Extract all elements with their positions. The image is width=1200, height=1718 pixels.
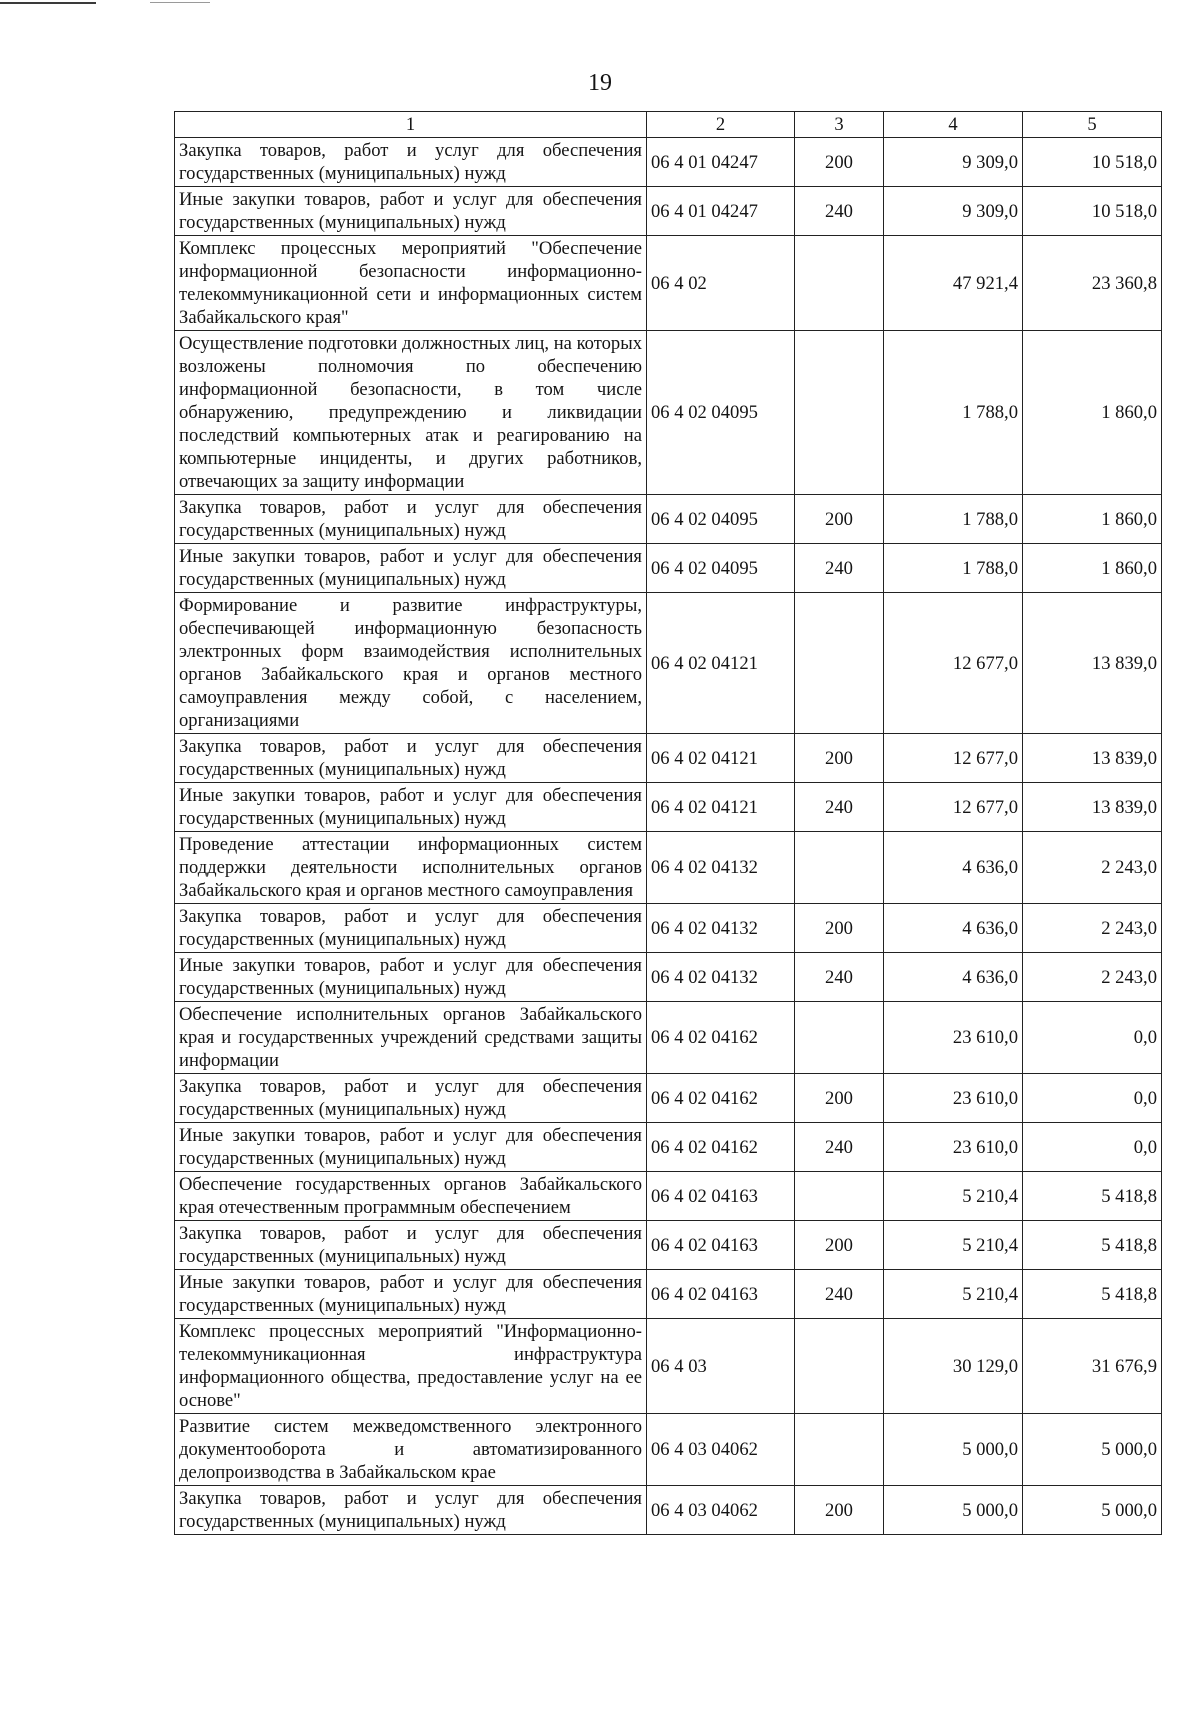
expense-type: 200 — [795, 1486, 884, 1535]
target-code: 06 4 02 04162 — [647, 1002, 795, 1074]
budget-table — [174, 111, 1162, 1535]
expense-name: Закупка товаров, работ и услуг для обеспечения государственных (муниципальных) нужд — [175, 1221, 647, 1270]
target-code: 06 4 02 04132 — [647, 832, 795, 904]
table-row — [175, 1002, 1162, 1074]
expense-type — [795, 832, 884, 904]
expense-type — [795, 593, 884, 734]
target-code: 06 4 02 — [647, 236, 795, 331]
target-code: 06 4 03 04062 — [647, 1486, 795, 1535]
expense-name: Формирование и развитие инфраструктуры, обеспечивающей информационную безопасность электронных форм взаимодействия исполнительных органов Забайкальского края и органов местного самоуправления между собой, с населением, организациями — [175, 593, 647, 734]
amount-col4: 5 210,4 — [884, 1172, 1023, 1221]
target-code: 06 4 02 04163 — [647, 1270, 795, 1319]
target-code: 06 4 01 04247 — [647, 187, 795, 236]
target-code: 06 4 02 04121 — [647, 783, 795, 832]
amount-col4: 1 788,0 — [884, 544, 1023, 593]
amount-col5: 10 518,0 — [1023, 138, 1162, 187]
expense-type: 240 — [795, 953, 884, 1002]
expense-type: 200 — [795, 1074, 884, 1123]
expense-name: Закупка товаров, работ и услуг для обеспечения государственных (муниципальных) нужд — [175, 1074, 647, 1123]
amount-col4: 4 636,0 — [884, 904, 1023, 953]
amount-col5: 23 360,8 — [1023, 236, 1162, 331]
expense-name: Иные закупки товаров, работ и услуг для обеспечения государственных (муниципальных) нужд — [175, 544, 647, 593]
target-code: 06 4 02 04121 — [647, 593, 795, 734]
expense-type — [795, 236, 884, 331]
amount-col4: 12 677,0 — [884, 734, 1023, 783]
expense-name: Комплекс процессных мероприятий "Информационно-телекоммуникационная инфраструктура информационного общества, предоставление услуг на ее основе" — [175, 1319, 647, 1414]
expense-type: 200 — [795, 495, 884, 544]
amount-col4: 9 309,0 — [884, 187, 1023, 236]
expense-name: Осуществление подготовки должностных лиц, на которых возложены полномочия по обеспечению информационной безопасности, в том числе обнаружению, предупреждению и ликвидации последствий компьютерных атак и реагированию на компьютерные инциденты, и других работников, отвечающих за защиту информации — [175, 331, 647, 495]
column-header: 2 — [647, 112, 795, 138]
target-code: 06 4 02 04163 — [647, 1221, 795, 1270]
target-code: 06 4 02 04162 — [647, 1123, 795, 1172]
target-code: 06 4 02 04121 — [647, 734, 795, 783]
table-row — [175, 1270, 1162, 1319]
expense-name: Иные закупки товаров, работ и услуг для обеспечения государственных (муниципальных) нужд — [175, 1270, 647, 1319]
amount-col5: 5 000,0 — [1023, 1486, 1162, 1535]
expense-name: Развитие систем межведомственного электронного документооборота и автоматизированного делопроизводства в Забайкальском крае — [175, 1414, 647, 1486]
amount-col5: 5 000,0 — [1023, 1414, 1162, 1486]
target-code: 06 4 02 04162 — [647, 1074, 795, 1123]
target-code: 06 4 02 04163 — [647, 1172, 795, 1221]
table-row — [175, 734, 1162, 783]
table-row — [175, 1221, 1162, 1270]
target-code: 06 4 01 04247 — [647, 138, 795, 187]
expense-name: Закупка товаров, работ и услуг для обеспечения государственных (муниципальных) нужд — [175, 904, 647, 953]
table-row — [175, 783, 1162, 832]
amount-col5: 31 676,9 — [1023, 1319, 1162, 1414]
amount-col4: 23 610,0 — [884, 1002, 1023, 1074]
expense-type — [795, 331, 884, 495]
expense-name: Закупка товаров, работ и услуг для обеспечения государственных (муниципальных) нужд — [175, 138, 647, 187]
expense-name: Обеспечение государственных органов Забайкальского края отечественным программным обеспечением — [175, 1172, 647, 1221]
amount-col5: 0,0 — [1023, 1074, 1162, 1123]
amount-col5: 5 418,8 — [1023, 1270, 1162, 1319]
scan-edge-mark — [0, 2, 96, 4]
target-code: 06 4 02 04132 — [647, 904, 795, 953]
scan-edge-mark — [150, 2, 210, 3]
table-row — [175, 1414, 1162, 1486]
table-row — [175, 1319, 1162, 1414]
expense-type: 200 — [795, 138, 884, 187]
target-code: 06 4 03 04062 — [647, 1414, 795, 1486]
target-code: 06 4 02 04095 — [647, 495, 795, 544]
table-row — [175, 832, 1162, 904]
table-row — [175, 1074, 1162, 1123]
amount-col5: 10 518,0 — [1023, 187, 1162, 236]
expense-name: Иные закупки товаров, работ и услуг для обеспечения государственных (муниципальных) нужд — [175, 1123, 647, 1172]
expense-type — [795, 1414, 884, 1486]
expense-name: Закупка товаров, работ и услуг для обеспечения государственных (муниципальных) нужд — [175, 495, 647, 544]
expense-name: Иные закупки товаров, работ и услуг для обеспечения государственных (муниципальных) нужд — [175, 187, 647, 236]
amount-col4: 5 000,0 — [884, 1486, 1023, 1535]
expense-type: 200 — [795, 734, 884, 783]
amount-col5: 5 418,8 — [1023, 1172, 1162, 1221]
amount-col4: 4 636,0 — [884, 832, 1023, 904]
amount-col5: 5 418,8 — [1023, 1221, 1162, 1270]
expense-type — [795, 1319, 884, 1414]
amount-col4: 23 610,0 — [884, 1074, 1023, 1123]
table-row — [175, 187, 1162, 236]
target-code: 06 4 02 04095 — [647, 331, 795, 495]
amount-col4: 1 788,0 — [884, 495, 1023, 544]
column-number-header — [175, 112, 1162, 138]
expense-type: 240 — [795, 1270, 884, 1319]
amount-col4: 30 129,0 — [884, 1319, 1023, 1414]
amount-col5: 0,0 — [1023, 1123, 1162, 1172]
expense-name: Закупка товаров, работ и услуг для обеспечения государственных (муниципальных) нужд — [175, 1486, 647, 1535]
expense-name: Проведение аттестации информационных систем поддержки деятельности исполнительных органов Забайкальского края и органов местного самоуправления — [175, 832, 647, 904]
expense-name: Обеспечение исполнительных органов Забайкальского края и государственных учреждений средствами защиты информации — [175, 1002, 647, 1074]
amount-col5: 2 243,0 — [1023, 832, 1162, 904]
target-code: 06 4 02 04095 — [647, 544, 795, 593]
expense-type: 240 — [795, 187, 884, 236]
expense-type — [795, 1002, 884, 1074]
table-row — [175, 544, 1162, 593]
amount-col4: 9 309,0 — [884, 138, 1023, 187]
target-code: 06 4 02 04132 — [647, 953, 795, 1002]
amount-col5: 2 243,0 — [1023, 953, 1162, 1002]
table-row — [175, 495, 1162, 544]
amount-col4: 12 677,0 — [884, 593, 1023, 734]
column-header: 4 — [884, 112, 1023, 138]
expense-name: Комплекс процессных мероприятий "Обеспечение информационной безопасности информационно-телекоммуникационной сети и информационных систем Забайкальского края" — [175, 236, 647, 331]
table-row — [175, 593, 1162, 734]
amount-col4: 5 210,4 — [884, 1221, 1023, 1270]
table-row — [175, 1486, 1162, 1535]
column-header: 3 — [795, 112, 884, 138]
expense-name: Закупка товаров, работ и услуг для обеспечения государственных (муниципальных) нужд — [175, 734, 647, 783]
expense-name: Иные закупки товаров, работ и услуг для обеспечения государственных (муниципальных) нужд — [175, 783, 647, 832]
amount-col4: 5 000,0 — [884, 1414, 1023, 1486]
expense-name: Иные закупки товаров, работ и услуг для обеспечения государственных (муниципальных) нужд — [175, 953, 647, 1002]
amount-col5: 1 860,0 — [1023, 331, 1162, 495]
expense-type: 200 — [795, 1221, 884, 1270]
amount-col4: 47 921,4 — [884, 236, 1023, 331]
table-row — [175, 138, 1162, 187]
amount-col4: 23 610,0 — [884, 1123, 1023, 1172]
amount-col4: 1 788,0 — [884, 331, 1023, 495]
table-row — [175, 953, 1162, 1002]
expense-type: 240 — [795, 783, 884, 832]
amount-col5: 1 860,0 — [1023, 495, 1162, 544]
amount-col4: 12 677,0 — [884, 783, 1023, 832]
table-row — [175, 331, 1162, 495]
table-row — [175, 1172, 1162, 1221]
column-header: 5 — [1023, 112, 1162, 138]
amount-col5: 0,0 — [1023, 1002, 1162, 1074]
target-code: 06 4 03 — [647, 1319, 795, 1414]
amount-col5: 1 860,0 — [1023, 544, 1162, 593]
page-number: 19 — [588, 70, 612, 96]
column-header: 1 — [175, 112, 647, 138]
table-row — [175, 1123, 1162, 1172]
amount-col5: 13 839,0 — [1023, 734, 1162, 783]
amount-col4: 4 636,0 — [884, 953, 1023, 1002]
amount-col4: 5 210,4 — [884, 1270, 1023, 1319]
expense-type: 240 — [795, 544, 884, 593]
amount-col5: 13 839,0 — [1023, 593, 1162, 734]
expense-type: 240 — [795, 1123, 884, 1172]
table-row — [175, 904, 1162, 953]
amount-col5: 13 839,0 — [1023, 783, 1162, 832]
expense-type: 200 — [795, 904, 884, 953]
amount-col5: 2 243,0 — [1023, 904, 1162, 953]
expense-type — [795, 1172, 884, 1221]
table-row — [175, 236, 1162, 331]
